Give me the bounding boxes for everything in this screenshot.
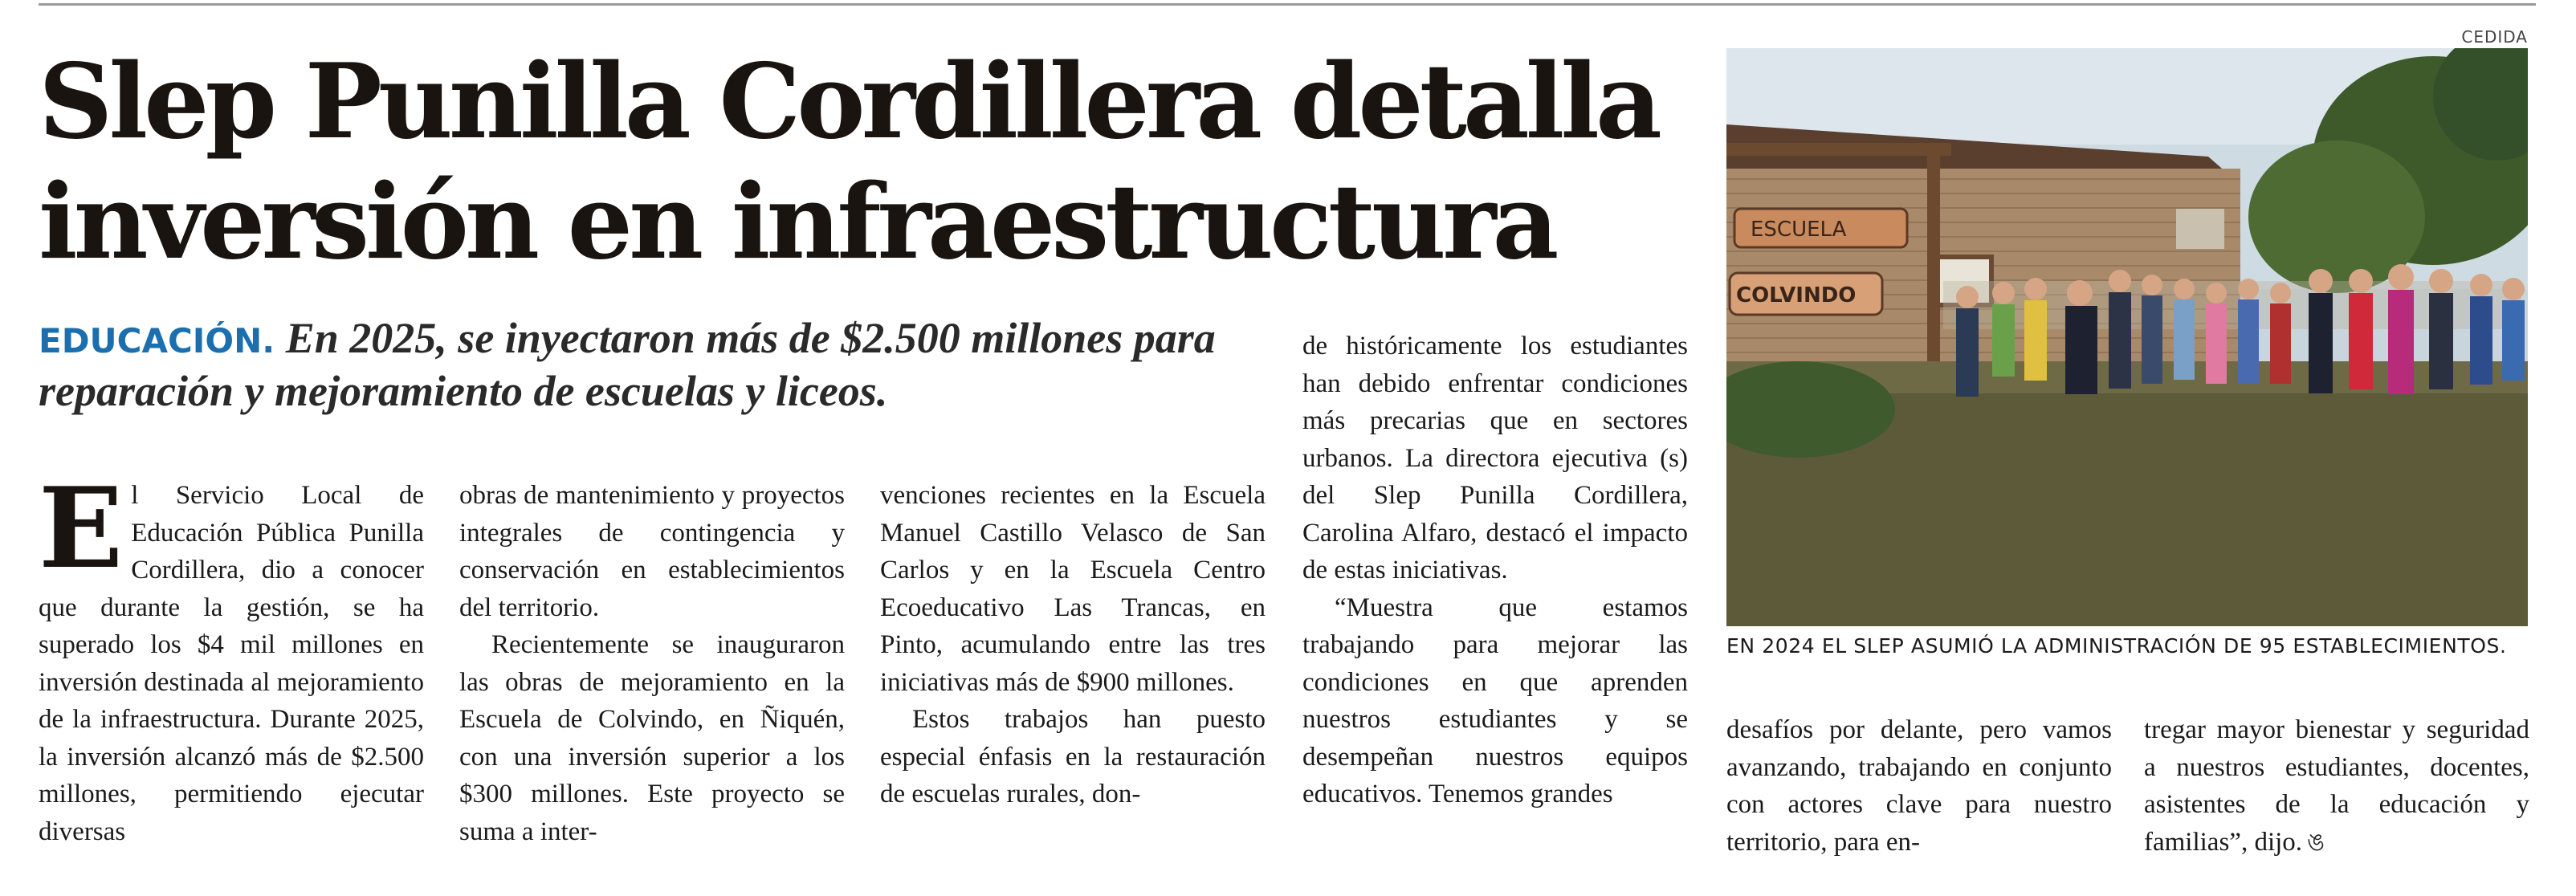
body-paragraph [2144, 711, 2529, 861]
deck-text: En 2025, se inyectaron más de $2.500 millones para reparación y mejoramiento de escuelas y liceos. [39, 314, 1216, 415]
body-paragraph: Recientemente se inauguraron las obras de mejoramiento en la Escuela de Colvindo, en Ñiquén, con una inversión superior a los $300 millones. Este proyecto se suma a inter- [459, 630, 845, 846]
body-paragraph: venciones recientes en la Escuela Manuel Castillo Velasco de San Carlos y en la Escuela Centro Ecoeducativo Las Trancas, en Pinto, acumulando entre las tres iniciativas más de $900 millones. [880, 481, 1266, 697]
photo-illustration [1726, 48, 2528, 626]
sign-text-escuela: ESCUELA [1751, 218, 1847, 242]
body-column-2 [459, 477, 845, 850]
photo [1726, 48, 2528, 626]
body-column-5 [1726, 711, 2112, 861]
end-mark-icon: ঙ [2307, 828, 2325, 857]
photo-credit: CEDIDA [2461, 27, 2528, 47]
photo-caption: EN 2024 EL SLEP ASUMIÓ LA ADMINISTRACIÓN DE 95 ESTABLECIMIENTOS. [1726, 634, 2507, 658]
deck-kicker: EDUCACIÓN. [39, 321, 275, 360]
body-column-6 [2144, 711, 2529, 861]
deck [39, 313, 1283, 416]
body-text: l Servicio Local de Educación Pública Punilla Cordillera, dio a conocer que durante la gestión, se ha superado los $4 mil millones en inversión destinada al mejoramiento de la infraestructura. Durante 2025, la inversión alcanzó más de $2.500 millones, permitiendo ejecutar diversas [39, 481, 424, 846]
sign-text-colvindo: COLVINDO [1736, 283, 1857, 307]
body-paragraph: obras de mantenimiento y proyectos integrales de contingencia y conservación en establecimientos del territorio. [459, 481, 845, 622]
headline: Slep Punilla Cordillera detalla inversión en infraestructura [39, 42, 1658, 283]
body-column-1 [39, 462, 424, 850]
body-paragraph: desafíos por delante, pero vamos avanzando, trabajando en conjunto con actores clave para nuestro territorio, para en- [1726, 715, 2112, 857]
body-paragraph: Estos trabajos han puesto especial énfasis en la restauración de escuelas rurales, don- [880, 705, 1266, 808]
body-paragraph [39, 462, 424, 850]
body-paragraph: de históricamente los estudiantes han debido enfrentar condiciones más precarias que en sectores urbanos. La directora ejecutiva (s) del Slep Punilla Cordillera, Carolina Alfaro, destacó el impacto de estas iniciativas. [1302, 332, 1688, 584]
drop-cap: E [39, 462, 124, 593]
body-column-3 [880, 477, 1266, 813]
body-paragraph: “Muestra que estamos trabajando para mejorar las condiciones en que aprenden nuestros estudiantes y se desempeñan nuestros equipos educativos. Tenemos grandes [1302, 593, 1688, 808]
body-text: tregar mayor bienestar y seguridad a nuestros estudiantes, docentes, asistentes de la educación y familias”, dijo. [2144, 715, 2529, 857]
body-column-4 [1302, 328, 1688, 813]
top-rule [39, 3, 2536, 6]
